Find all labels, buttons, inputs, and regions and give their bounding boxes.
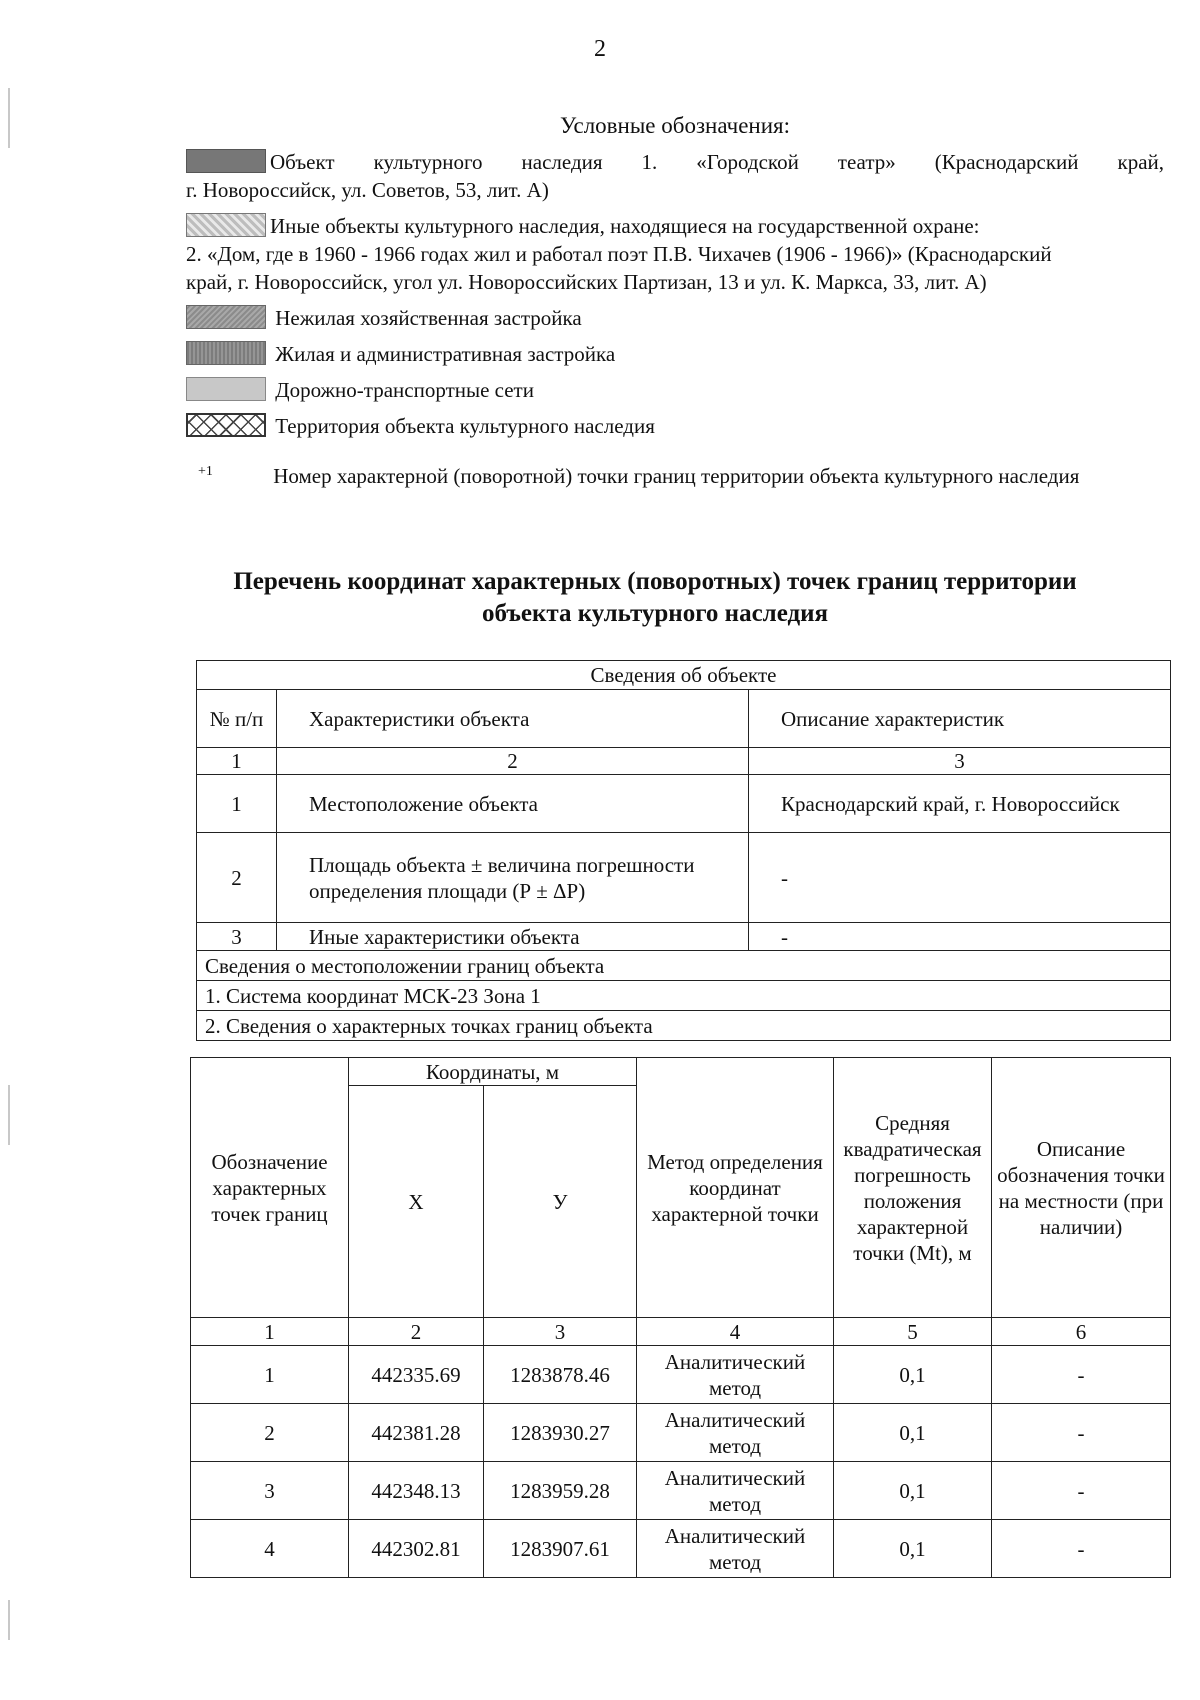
point-id: 1	[191, 1346, 349, 1404]
other-objects-line3: край, г. Новороссийск, угол ул. Новороссийских Партизан, 13 и ул. К. Маркса, 33, лит. А)	[186, 270, 987, 294]
row-num: 2	[197, 833, 277, 923]
header-desc: Описание характеристик	[749, 690, 1171, 748]
col-number: 5	[834, 1318, 992, 1346]
point-y: 1283959.28	[484, 1462, 637, 1520]
point-y: 1283907.61	[484, 1520, 637, 1578]
section-title: Сведения об объекте	[197, 661, 1171, 690]
object-info-table	[196, 660, 1171, 1041]
point-x: 442335.69	[349, 1346, 484, 1404]
point-desc: -	[992, 1462, 1171, 1520]
legend-item-other-objects	[186, 212, 1164, 296]
point-method: Аналитический метод	[637, 1462, 834, 1520]
header-designation: Обозначение характерных точек границ	[191, 1058, 349, 1318]
coord-system: 1. Система координат МСК-23 Зона 1	[197, 981, 1171, 1011]
residential-label: Жилая и административная застройка	[275, 342, 616, 366]
col-number: 6	[992, 1318, 1171, 1346]
other-objects-line1: Иные объекты культурного наследия, находящиеся на государственной охране:	[270, 214, 980, 238]
table-row	[191, 1346, 1171, 1404]
territory-swatch	[186, 413, 266, 437]
legend-item-main-object	[186, 148, 1164, 204]
table-row	[197, 833, 1171, 923]
other-objects-swatch	[186, 213, 266, 237]
legend-item-roads	[186, 376, 1164, 404]
main-object-line1: Объект культурного наследия 1. «Городской театр» (Краснодарский край,	[270, 150, 1164, 174]
location-title: Сведения о местоположении границ объекта	[197, 951, 1171, 981]
header-x: X	[349, 1086, 484, 1318]
scan-artifact	[8, 1085, 10, 1145]
header-method: Метод определения координат характерной точки	[637, 1058, 834, 1318]
point-id: 3	[191, 1462, 349, 1520]
header-y: У	[484, 1086, 637, 1318]
legend-item-nonresidential	[186, 304, 1164, 332]
table-row	[191, 1462, 1171, 1520]
point-method: Аналитический метод	[637, 1404, 834, 1462]
point-desc: -	[992, 1520, 1171, 1578]
legend-item-residential	[186, 340, 1164, 368]
row-char: Местоположение объекта	[277, 775, 749, 833]
point-id: 4	[191, 1520, 349, 1578]
nonresidential-label: Нежилая хозяйственная застройка	[275, 306, 582, 330]
row-char: Площадь объекта ± величина погрешности определения площади (Р ± ΔР)	[277, 833, 749, 923]
header-error: Средняя квадратическая погрешность положения характерной точки (Mt), м	[834, 1058, 992, 1318]
point-desc: -	[992, 1404, 1171, 1462]
points-table	[190, 1057, 1171, 1578]
point-desc: -	[992, 1346, 1171, 1404]
row-desc: -	[749, 923, 1171, 951]
point-error: 0,1	[834, 1520, 992, 1578]
header-char: Характеристики объекта	[277, 690, 749, 748]
main-object-line2: г. Новороссийск, ул. Советов, 53, лит. А)	[186, 178, 549, 202]
other-objects-line2: 2. «Дом, где в 1960 - 1966 годах жил и работал поэт П.В. Чихачев (1906 - 1966)» (Краснодарский	[186, 242, 1052, 266]
heading-line2: объекта культурного наследия	[481, 600, 829, 627]
table-row	[197, 775, 1171, 833]
point-label: Номер характерной (поворотной) точки границ территории объекта культурного наследия	[273, 464, 1080, 488]
points-title: 2. Сведения о характерных точках границ объекта	[197, 1011, 1171, 1041]
header-coords: Координаты, м	[349, 1058, 637, 1086]
header-description: Описание обозначения точки на местности (при наличии)	[992, 1058, 1171, 1318]
point-method: Аналитический метод	[637, 1520, 834, 1578]
point-marker-icon: +1	[198, 464, 213, 479]
residential-swatch	[186, 341, 266, 365]
table-row	[191, 1520, 1171, 1578]
legend-item-point	[186, 458, 1164, 490]
point-y: 1283878.46	[484, 1346, 637, 1404]
col-number: 4	[637, 1318, 834, 1346]
roads-swatch	[186, 377, 266, 401]
col-number: 1	[191, 1318, 349, 1346]
heading-line1: Перечень координат характерных (поворотных) точек границ территории	[233, 568, 1077, 595]
nonresidential-swatch	[186, 305, 266, 329]
legend-item-territory	[186, 412, 1164, 440]
territory-label: Территория объекта культурного наследия	[275, 414, 655, 438]
point-y: 1283930.27	[484, 1404, 637, 1462]
col-number: 3	[484, 1318, 637, 1346]
point-error: 0,1	[834, 1404, 992, 1462]
table-row	[191, 1404, 1171, 1462]
col-number: 3	[749, 748, 1171, 775]
row-desc: Краснодарский край, г. Новороссийск	[749, 775, 1171, 833]
row-num: 1	[197, 775, 277, 833]
scan-artifact	[8, 88, 10, 148]
legend-title: Условные обозначения:	[559, 113, 791, 138]
legend	[186, 112, 1164, 498]
point-x: 442302.81	[349, 1520, 484, 1578]
header-num: № п/п	[197, 690, 277, 748]
scan-artifact	[8, 1600, 10, 1640]
col-number: 2	[349, 1318, 484, 1346]
point-x: 442348.13	[349, 1462, 484, 1520]
col-number: 1	[197, 748, 277, 775]
point-id: 2	[191, 1404, 349, 1462]
table-row	[197, 923, 1171, 951]
point-error: 0,1	[834, 1346, 992, 1404]
row-desc: -	[749, 833, 1171, 923]
point-error: 0,1	[834, 1462, 992, 1520]
page-number: 2	[594, 36, 606, 62]
roads-label: Дорожно-транспортные сети	[275, 378, 534, 402]
row-char: Иные характеристики объекта	[277, 923, 749, 951]
point-x: 442381.28	[349, 1404, 484, 1462]
main-object-swatch	[186, 149, 266, 173]
row-num: 3	[197, 923, 277, 951]
point-method: Аналитический метод	[637, 1346, 834, 1404]
col-number: 2	[277, 748, 749, 775]
coordinates-heading	[150, 566, 1160, 630]
